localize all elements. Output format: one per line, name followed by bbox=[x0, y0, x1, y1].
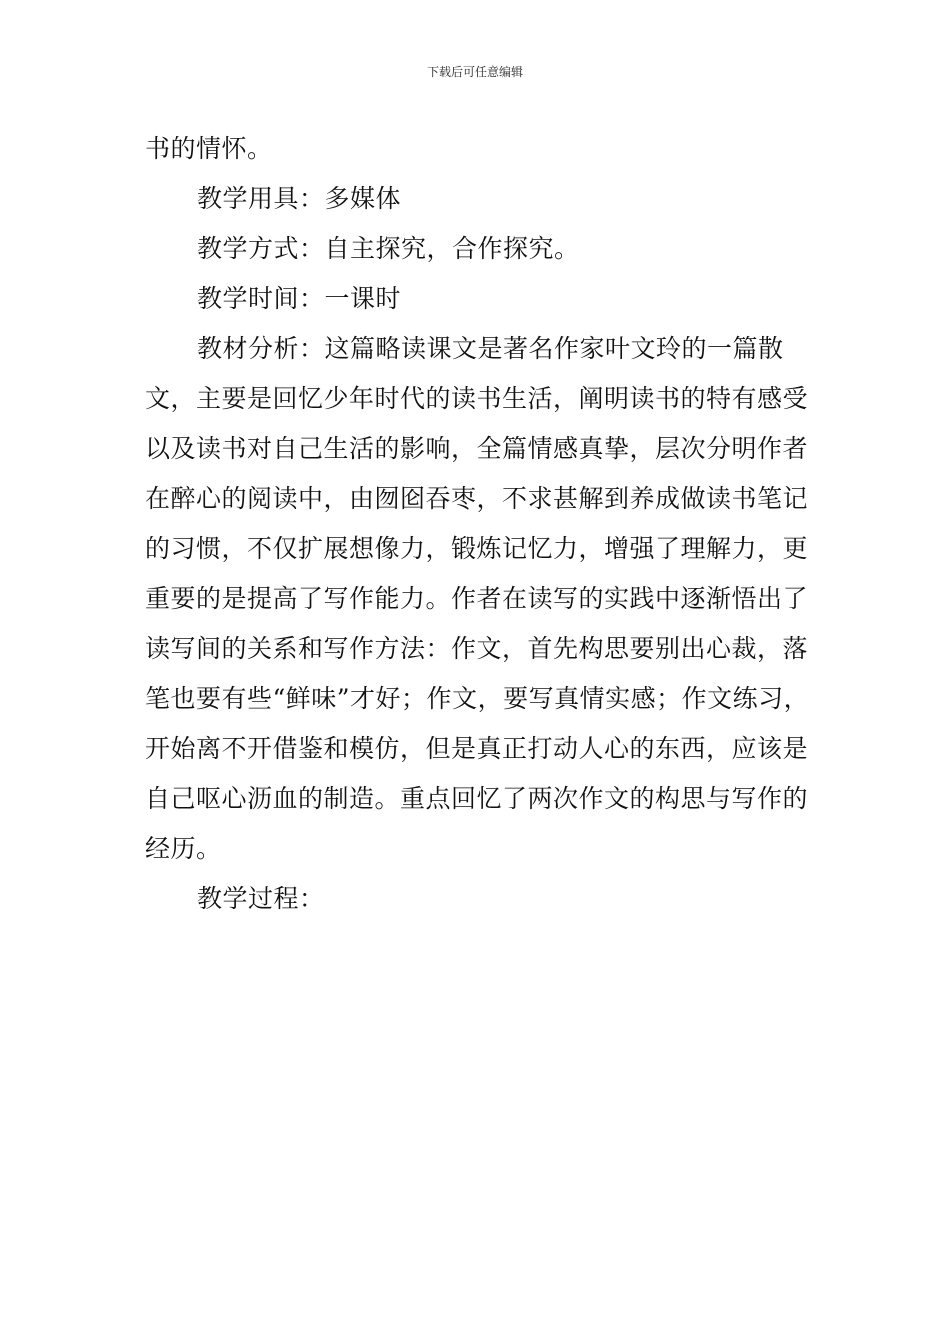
teaching-time-paragraph: 教学时间：一课时 bbox=[197, 284, 402, 313]
teaching-method-paragraph: 教学方式：自主探究，合作探究。 bbox=[197, 234, 580, 263]
material-analysis-paragraph: 教材分析：这篇略读课文是著名作家叶文玲的一篇散文，主要是回忆少年时代的读书生活，阐明读书的特有感受以及读书对自己生活的影响，全篇情感真挚，层次分明作者在醉心的阅读中，由囫囵吞枣，不求甚解到养成做读书笔记的习惯，不仅扩展想像力，锻炼记忆力，增强了理解力，更重要的是提高了写作能力。作者在读写的实践中逐渐悟出了读写间的关系和写作方法：作文，首先构思要别出心裁，落笔也要有些“鲜味”才好；作文，要写真情实感；作文练习，开始离不开借鉴和模仿，但是真正打动人心的东西，应该是自己呕心沥血的制造。重点回忆了两次作文的构思与写作的经历。 bbox=[145, 334, 810, 863]
page-header: 下载后可任意编辑 bbox=[426, 65, 523, 79]
teaching-tools-paragraph: 教学用具：多媒体 bbox=[197, 184, 402, 213]
document-body bbox=[145, 124, 810, 924]
teaching-process-heading: 教学过程： bbox=[197, 884, 325, 913]
continuation-paragraph: 书的情怀。 bbox=[145, 134, 273, 163]
